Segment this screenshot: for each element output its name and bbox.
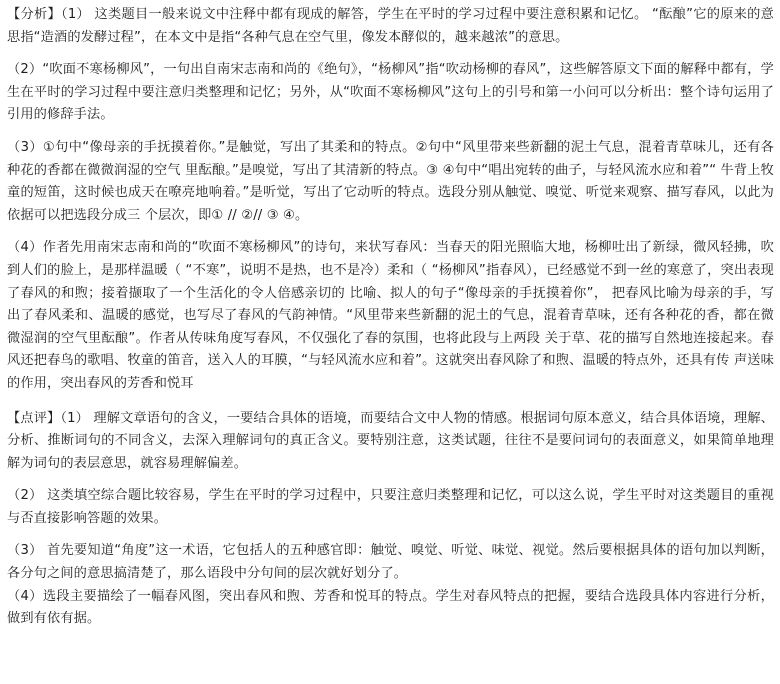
analysis-paragraph-1: 【分析】（1） 这类题目一般来说文中注释中都有现成的解答，学生在平时的学习过程中要注意积累和记忆。 “酝酿”它的原来的意思指“造酒的发酵过程”，在本文中是指“各种气息在空气里，像发本酵似的，越来越浓”的意思。	[7, 7, 774, 45]
comment-paragraph-3: （3） 首先要知道“角度”这一术语，它包括人的五种感官即：触觉、嗅觉、听觉、味觉、视觉。然后要根据具体的语句加以判断，各分句之间的意思搞清楚了，那么语段中分句间的层次就好划分了。	[7, 543, 774, 582]
analysis-paragraph-3: （3）①句中“像母亲的手抚摸着你。”是触觉，写出了其柔和的特点。②句中“风里带来些新翻的泥土气息，混着青草味儿，还有各种花的香都在微微润湿的空气 里酝酿。”是嗅觉，写出了其清新的特点。③ ④句中“唱出宛转的曲子，与轻风流水应和着”“ 牛背上牧童的短笛，这时候也成天在嘹亮地响着。”是听觉，写出了它动听的特点。选段分别从触觉、嗅觉、听觉来观察、描写春风，以此为依据可以把选段分成三 个层次，即① // ②// ③ ④。	[7, 139, 774, 223]
analysis-paragraph-2: （2）“吹面不寒杨柳风”，一句出自南宋志南和尚的《绝句》，“杨柳风”指“吹动杨柳的春风”，这些解答原文下面的解释中都有，学生在平时的学习过程中要注意归类整理和记忆；另外，从“吹面不寒杨柳风”这句上的引号和第一小问可以分析出：整个诗句运用了引用的修辞手法。	[7, 62, 774, 123]
comment-paragraph-4: （4）选段主要描绘了一幅春风图，突出春风和煦、芳香和悦耳的特点。学生对春风特点的把握，要结合选段具体内容进行分析，做到有依有据。	[7, 588, 774, 627]
comment-paragraph-2: （2） 这类填空综合题比较容易，学生在平时的学习过程中，只要注意归类整理和记忆，可以这么说，学生平时对这类题目的重视与否直接影响答题的效果。	[7, 488, 774, 526]
analysis-paragraph-4: （4）作者先用南宋志南和尚的“吹面不寒杨柳风”的诗句，来状写春风：当春天的阳光照临大地，杨柳吐出了新绿，微风轻拂，吹到人们的脸上，是那样温暖（ “不寒”，说明不是热，也不是冷）柔和（ “杨柳风”指春风），已经感觉不到一丝的寒意了，突出表现了春风的和煦；接着撷取了一个生活化的令人倍感亲切的 比喻、拟人的句子“像母亲的手抚摸着你”， 把春风比喻为母亲的手，写出了春风柔和、温暖的感觉，也写尽了春风的气韵神情。“风里带来些新翻的泥土的气息，混着青草味，还有各种花的香，都在微微湿润的空气里酝酿”。作者从传味角度写春风，不仅强化了春的氛围，也将此段与上两段 关于草、花的描写自然地连接起来。春风还把春鸟的歌唱、牧童的笛音，送入人的耳膜，“与轻风流水应和着”。这就突出春风除了和煦、温暖的特点外，还具有传 声送味的作用，突出春风的芳香和悦耳	[7, 240, 774, 391]
comment-paragraph-1: 【点评】（1） 理解文章语句的含义，一要结合具体的语境，而要结合文中人物的情感。根据词句原本意义，结合具体语境，理解、分析、推断词句的不同含义，去深入理解词句的真正含义。要特别注意，这类试题，往往不是要问词句的表面意义，如果简单地理解为词句的表层意思，就容易理解偏差。	[7, 410, 774, 471]
